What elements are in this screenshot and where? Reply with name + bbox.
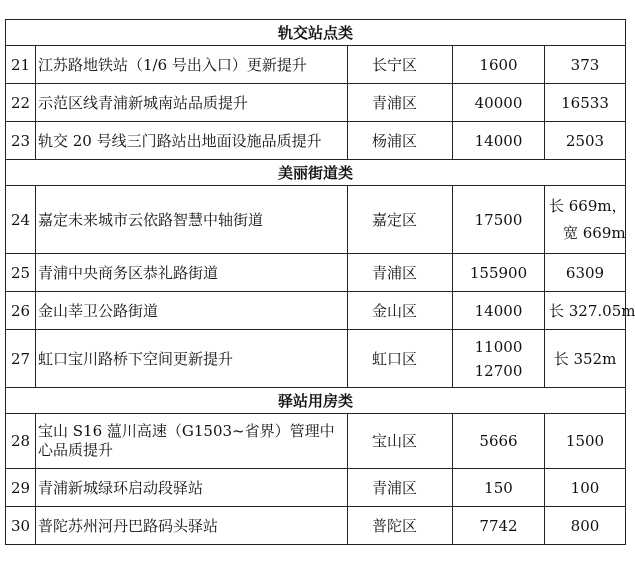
table-row <box>6 292 626 330</box>
table-row <box>6 330 626 388</box>
district: 虹口区 <box>348 330 453 388</box>
row-number: 28 <box>6 414 36 469</box>
section-title: 轨交站点类 <box>6 20 626 46</box>
table-row <box>6 186 626 254</box>
district: 长宁区 <box>348 46 453 84</box>
section-title: 美丽街道类 <box>6 160 626 186</box>
row-number: 30 <box>6 507 36 545</box>
table-row <box>6 469 626 507</box>
value-col3: 14000 <box>453 122 545 160</box>
row-number: 29 <box>6 469 36 507</box>
value-col3: 40000 <box>453 84 545 122</box>
row-number: 25 <box>6 254 36 292</box>
value-col4-line: 长 669m， <box>549 196 627 215</box>
section-header-row <box>6 20 626 46</box>
project-name: 青浦中央商务区恭礼路街道 <box>36 254 348 292</box>
value-col4: 2503 <box>545 122 626 160</box>
table-row <box>6 414 626 469</box>
row-number: 21 <box>6 46 36 84</box>
table-row <box>6 46 626 84</box>
value-col4: 373 <box>545 46 626 84</box>
value-col4: 100 <box>545 469 626 507</box>
value-col3: 155900 <box>453 254 545 292</box>
value-col4: 1500 <box>545 414 626 469</box>
value-col4-line: 宽 669m <box>563 223 626 242</box>
project-name: 虹口宝川路桥下空间更新提升 <box>36 330 348 388</box>
value-col3: 17500 <box>453 186 545 254</box>
table-row <box>6 84 626 122</box>
project-name: 江苏路地铁站（1/6 号出入口）更新提升 <box>36 46 348 84</box>
value-col3: 1600 <box>453 46 545 84</box>
value-col3 <box>453 330 545 388</box>
value-col4: 长 327.05m <box>545 292 626 330</box>
row-number: 22 <box>6 84 36 122</box>
row-number: 23 <box>6 122 36 160</box>
value-col3-line: 11000 <box>474 337 523 356</box>
project-name: 青浦新城绿环启动段驿站 <box>36 469 348 507</box>
section-header-row <box>6 388 626 414</box>
row-number: 26 <box>6 292 36 330</box>
value-col3: 14000 <box>453 292 545 330</box>
row-number: 27 <box>6 330 36 388</box>
project-name: 金山莘卫公路街道 <box>36 292 348 330</box>
district: 杨浦区 <box>348 122 453 160</box>
value-col3-line: 12700 <box>474 361 523 380</box>
row-number: 24 <box>6 186 36 254</box>
project-name: 嘉定未来城市云依路智慧中轴街道 <box>36 186 348 254</box>
project-name: 示范区线青浦新城南站品质提升 <box>36 84 348 122</box>
table-row <box>6 122 626 160</box>
value-col4 <box>545 186 626 254</box>
district: 宝山区 <box>348 414 453 469</box>
project-name: 宝山 S16 蕰川高速（G1503~省界）管理中心品质提升 <box>36 414 348 469</box>
value-col3: 150 <box>453 469 545 507</box>
district: 金山区 <box>348 292 453 330</box>
table-row <box>6 507 626 545</box>
value-col4: 16533 <box>545 84 626 122</box>
table-row <box>6 254 626 292</box>
district: 嘉定区 <box>348 186 453 254</box>
value-col3: 7742 <box>453 507 545 545</box>
value-col4: 6309 <box>545 254 626 292</box>
project-table <box>5 19 635 545</box>
project-name: 普陀苏州河丹巴路码头驿站 <box>36 507 348 545</box>
project-name: 轨交 20 号线三门路站出地面设施品质提升 <box>36 122 348 160</box>
value-col4: 长 352m <box>545 330 626 388</box>
value-col4: 800 <box>545 507 626 545</box>
section-title: 驿站用房类 <box>6 388 626 414</box>
district: 普陀区 <box>348 507 453 545</box>
district: 青浦区 <box>348 84 453 122</box>
section-header-row <box>6 160 626 186</box>
value-col3: 5666 <box>453 414 545 469</box>
district: 青浦区 <box>348 254 453 292</box>
district: 青浦区 <box>348 469 453 507</box>
